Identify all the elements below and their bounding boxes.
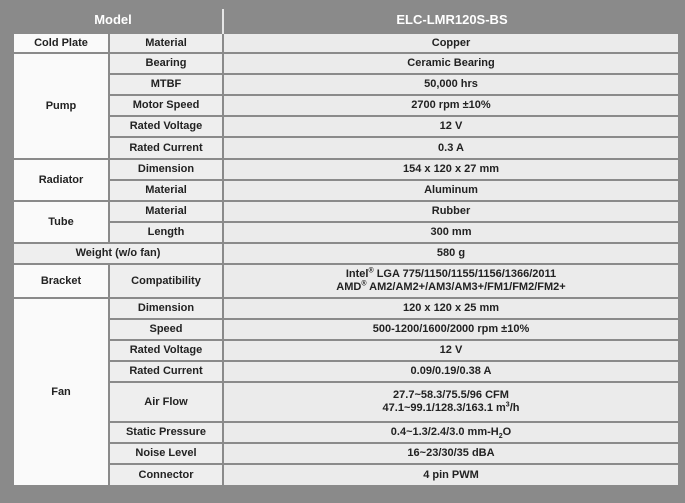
group-pump: Pump: [14, 54, 108, 158]
fan-speed-value: 500-1200/1600/2000 rpm ±10%: [224, 320, 678, 339]
fan-connector-value: 4 pin PWM: [224, 465, 678, 485]
fan-connector-label: Connector: [110, 465, 222, 485]
fan-noise-level-value: 16~23/30/35 dBA: [224, 444, 678, 463]
bracket-compatibility-value: [224, 265, 678, 297]
table-header: [0, 6, 685, 34]
header-divider: [222, 9, 224, 34]
radiator-dimension-label: Dimension: [110, 160, 222, 179]
fan-speed-label: Speed: [110, 320, 222, 339]
fan-dimension-value: 120 x 120 x 25 mm: [224, 299, 678, 318]
pump-rated-voltage-value: 12 V: [224, 117, 678, 136]
pump-rated-current-label: Rated Current: [110, 138, 222, 158]
fan-dimension-label: Dimension: [110, 299, 222, 318]
group-fan: Fan: [14, 299, 108, 485]
fan-airflow-value: [224, 383, 678, 421]
fan-airflow-label: Air Flow: [110, 383, 222, 421]
pump-mtbf-label: MTBF: [110, 75, 222, 94]
pump-bearing-value: Ceramic Bearing: [224, 54, 678, 73]
pump-rated-current-value: 0.3 A: [224, 138, 678, 158]
product-name: ELC-LMR120S-BS: [396, 12, 508, 27]
bracket-compatibility-label: Compatibility: [110, 265, 222, 297]
pump-mtbf-value: 50,000 hrs: [224, 75, 678, 94]
intel-compatibility: Intel® LGA 775/1150/1155/1156/1366/2011: [345, 267, 557, 280]
airflow-cfm: 27.7~58.3/75.5/96 CFM: [393, 389, 509, 401]
cold-plate-material-label: Material: [110, 34, 222, 52]
tube-material-label: Material: [110, 202, 222, 221]
group-tube: Tube: [14, 202, 108, 242]
fan-rated-voltage-value: 12 V: [224, 341, 678, 360]
fan-rated-current-label: Rated Current: [110, 362, 222, 381]
radiator-dimension-value: 154 x 120 x 27 mm: [224, 160, 678, 179]
group-cold-plate: Cold Plate: [14, 34, 108, 52]
tube-length-label: Length: [110, 223, 222, 242]
cold-plate-material-value: Copper: [224, 34, 678, 52]
fan-rated-current-value: 0.09/0.19/0.38 A: [224, 362, 678, 381]
radiator-material-value: Aluminum: [224, 181, 678, 200]
tube-length-value: 300 mm: [224, 223, 678, 242]
group-bracket: Bracket: [14, 265, 108, 297]
amd-compatibility: AMD® AM2/AM2+/AM3/AM3+/FM1/FM2/FM2+: [336, 280, 566, 293]
model-heading: Model: [94, 12, 132, 27]
radiator-material-label: Material: [110, 181, 222, 200]
tube-material-value: Rubber: [224, 202, 678, 221]
pump-bearing-label: Bearing: [110, 54, 222, 73]
fan-static-pressure-label: Static Pressure: [110, 423, 222, 442]
airflow-metric: 47.1~99.1/128.3/163.1 $m^3/h$: [382, 401, 520, 414]
pump-motor-speed-value: 2700 rpm ±10%: [224, 96, 678, 115]
fan-rated-voltage-label: Rated Voltage: [110, 341, 222, 360]
group-radiator: Radiator: [14, 160, 108, 200]
pump-rated-voltage-label: Rated Voltage: [110, 117, 222, 136]
fan-noise-level-label: Noise Level: [110, 444, 222, 463]
fan-static-pressure-value: 0.4~1.3/2.4/3.0 $mm-H_2O$: [224, 423, 678, 442]
weight-label: Weight (w/o fan): [14, 244, 222, 263]
pump-motor-speed-label: Motor Speed: [110, 96, 222, 115]
weight-value: 580 g: [224, 244, 678, 263]
